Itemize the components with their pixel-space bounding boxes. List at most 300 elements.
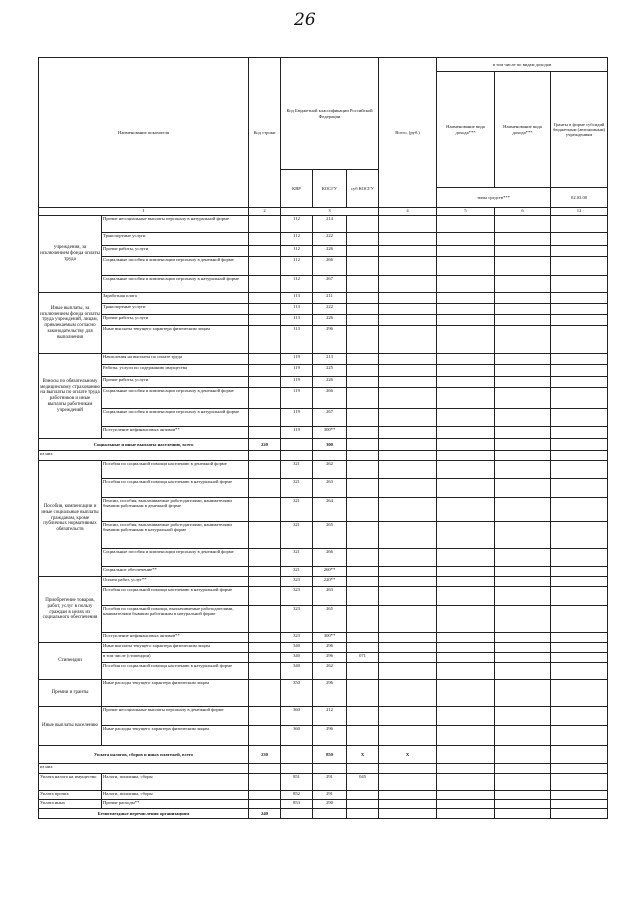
subtotal-code: 230: [249, 746, 281, 764]
subtotal-label: Уплата налогов, сборов и иных платежей, всего: [39, 746, 249, 764]
empty-cell: [437, 707, 495, 726]
table-row: [39, 377, 608, 388]
empty-cell: [313, 809, 347, 819]
subkosgu-code: [347, 409, 379, 427]
empty-cell: [379, 439, 437, 451]
kosgu-code: 225: [313, 365, 347, 377]
kosgu-code: 226: [313, 377, 347, 388]
table-row: [39, 208, 608, 216]
empty-cell: [379, 326, 437, 354]
colnum-4: 4: [379, 208, 437, 216]
empty-cell: [551, 633, 608, 643]
subkosgu-code: [347, 567, 379, 577]
subkosgu-code: [347, 377, 379, 388]
empty-cell: [379, 377, 437, 388]
empty-cell: [495, 567, 551, 577]
item-name: Пособия по социальной помощи населению в натуральной форме: [102, 479, 249, 498]
empty-cell: [551, 774, 608, 791]
item-name: Прочие работы, услуги: [102, 315, 249, 326]
empty-cell: [495, 293, 551, 304]
table-row: [39, 427, 608, 439]
subkosgu-code: [347, 257, 379, 276]
empty-cell: [437, 726, 495, 746]
kosgu-code: 213: [313, 354, 347, 365]
item-name: Социальное обеспечение**: [102, 567, 249, 577]
table-row: [39, 746, 608, 764]
empty-cell: [495, 304, 551, 315]
empty-cell: [437, 276, 495, 293]
empty-cell: [495, 653, 551, 663]
kvr-code: 119: [281, 388, 313, 409]
empty-cell: [437, 246, 495, 257]
empty-cell: [437, 377, 495, 388]
empty-cell: [551, 388, 608, 409]
empty-cell: [495, 680, 551, 707]
kvr-code: 113: [281, 326, 313, 354]
subkosgu-code: [347, 663, 379, 680]
empty-cell: [249, 498, 281, 522]
empty-cell: [379, 233, 437, 246]
empty-cell: [495, 764, 551, 774]
empty-cell: [495, 461, 551, 479]
item-name: Поступление нефинансовых активов**: [102, 427, 249, 439]
kosgu-code: 300**: [313, 633, 347, 643]
table-row: [39, 365, 608, 377]
table-row: [39, 216, 608, 233]
item-name: Работы, услуги по содержанию имущества: [102, 365, 249, 377]
item-name: Транспортные услуги: [102, 233, 249, 246]
kvr-code: 853: [281, 800, 313, 809]
table-row: [39, 567, 608, 577]
x-mark: X: [347, 746, 379, 764]
item-name: Пособия по социальной помощи населению в натуральной форме: [102, 663, 249, 680]
kvr-code: 323: [281, 606, 313, 633]
table-row: [39, 409, 608, 427]
subkosgu-code: [347, 315, 379, 326]
empty-cell: [249, 680, 281, 707]
empty-cell: [379, 293, 437, 304]
kvr-code: 340: [281, 653, 313, 663]
table-row: [39, 549, 608, 567]
empty-cell: [551, 663, 608, 680]
subkosgu-code: [347, 549, 379, 567]
subkosgu-code: [347, 233, 379, 246]
empty-cell: [379, 388, 437, 409]
kvr-code: 321: [281, 567, 313, 577]
subkosgu-code: [347, 498, 379, 522]
page-number: 26: [294, 10, 316, 30]
table-row: [39, 388, 608, 409]
header-kosgu: КОСГУ: [313, 170, 347, 208]
empty-cell: [313, 451, 347, 461]
kvr-code: 113: [281, 293, 313, 304]
empty-cell: [249, 427, 281, 439]
kvr-code: 119: [281, 365, 313, 377]
empty-cell: [495, 257, 551, 276]
kvr-code: 119: [281, 427, 313, 439]
empty-cell: [437, 764, 495, 774]
empty-cell: [437, 257, 495, 276]
empty-cell: [249, 567, 281, 577]
kosgu-code: 300: [313, 439, 347, 451]
table-row: [39, 633, 608, 643]
empty-cell: [379, 707, 437, 726]
kosgu-code: 263: [313, 479, 347, 498]
table-row: [39, 653, 608, 663]
x-mark: X: [379, 746, 437, 764]
subkosgu-code: [347, 304, 379, 315]
empty-cell: [495, 800, 551, 809]
empty-cell: [495, 577, 551, 587]
empty-cell: [551, 707, 608, 726]
empty-cell: [249, 707, 281, 726]
header-by-income-type: в том числе по видам доходов: [437, 58, 608, 72]
empty-cell: [437, 680, 495, 707]
empty-cell: [437, 774, 495, 791]
empty-cell: [379, 633, 437, 643]
empty-cell: [495, 746, 551, 764]
header-income-type-2: Наименование вида дохода***: [495, 72, 551, 188]
empty-cell: [379, 809, 437, 819]
table-row: [39, 680, 608, 707]
table-row: [39, 774, 608, 791]
empty-cell: [551, 653, 608, 663]
empty-cell: [495, 276, 551, 293]
colnum-3: 3: [281, 208, 379, 216]
section-label: из них: [39, 764, 249, 774]
empty-cell: [551, 257, 608, 276]
empty-cell: [281, 746, 313, 764]
empty-cell: [379, 451, 437, 461]
kvr-code: 119: [281, 409, 313, 427]
empty-cell: [437, 653, 495, 663]
kosgu-code: 214: [313, 216, 347, 233]
empty-cell: [437, 746, 495, 764]
table-row: [39, 800, 608, 809]
kosgu-code: 264: [313, 498, 347, 522]
empty-cell: [495, 774, 551, 791]
item-name: Пособия по социальной помощи населению в натуральной форме: [102, 587, 249, 606]
empty-cell: [495, 498, 551, 522]
empty-cell: [437, 304, 495, 315]
empty-cell: [437, 800, 495, 809]
empty-cell: [437, 216, 495, 233]
empty-cell: [551, 354, 608, 365]
table-row: [39, 577, 608, 587]
group-label: учреждения, за исключением фонда оплаты труда: [39, 216, 102, 293]
kosgu-code: 290: [313, 800, 347, 809]
item-name: Налоги, пошлины, сборы: [102, 791, 249, 800]
header-income-type-1: Наименование вида дохода***: [437, 72, 495, 188]
empty-cell: [249, 791, 281, 800]
empty-cell: [551, 377, 608, 388]
empty-cell: [281, 451, 313, 461]
subkosgu-code: [347, 427, 379, 439]
empty-cell: [249, 293, 281, 304]
empty-cell: [495, 216, 551, 233]
empty-cell: [379, 653, 437, 663]
header-grants: Гранты в форме субсидий бюджетным (автономным) учреждениям: [551, 72, 608, 188]
empty-cell: [551, 809, 608, 819]
table-row: [39, 439, 608, 451]
empty-cell: [551, 233, 608, 246]
empty-cell: [437, 643, 495, 653]
subtotal-code: 240: [249, 809, 281, 819]
kvr-code: 321: [281, 461, 313, 479]
kosgu-code: 226: [313, 246, 347, 257]
item-name: Пенсии, пособия, выплачиваемые работодателями, нанимателями бывшим работникам в денежной форме: [102, 498, 249, 522]
subkosgu-code: [347, 354, 379, 365]
subkosgu-code: [347, 326, 379, 354]
empty-cell: [379, 498, 437, 522]
subkosgu-code: [347, 461, 379, 479]
kvr-code: 323: [281, 577, 313, 587]
empty-cell: [249, 643, 281, 653]
item-name: Поступление нефинансовых активов**: [102, 633, 249, 643]
item-name: Иные расходы текущего характера физическим лицам: [102, 680, 249, 707]
table-row: [39, 354, 608, 365]
table-row: [39, 461, 608, 479]
group-label: Пособия, компенсации и иные социальные выплаты гражданам, кроме публичных нормативных обязательств: [39, 461, 102, 577]
empty-cell: [249, 633, 281, 643]
kvr-code: 323: [281, 633, 313, 643]
empty-cell: [437, 451, 495, 461]
empty-cell: [347, 451, 379, 461]
empty-cell: [249, 257, 281, 276]
item-name: Налоги, пошлины, сборы: [102, 774, 249, 791]
item-name: Прочие работы, услуги: [102, 246, 249, 257]
empty-cell: [379, 246, 437, 257]
financial-plan-table: [38, 57, 608, 819]
empty-cell: [495, 522, 551, 549]
empty-cell: [551, 427, 608, 439]
empty-cell: [249, 726, 281, 746]
item-name: Социальные пособия и компенсации персоналу в натуральной форме: [102, 276, 249, 293]
group-label: Взносы по обязательному медицинскому страхованию на выплаты по оплате труда работников и иные выплаты работникам учреждений: [39, 354, 102, 439]
empty-cell: [379, 257, 437, 276]
empty-cell: [551, 522, 608, 549]
subkosgu-code: [347, 587, 379, 606]
empty-cell: [437, 809, 495, 819]
header-subkosgu: суб КОСГУ: [347, 170, 379, 208]
empty-cell: [249, 326, 281, 354]
kosgu-code: 266: [313, 549, 347, 567]
subkosgu-code: [347, 216, 379, 233]
kosgu-code: 265: [313, 606, 347, 633]
table-row: [39, 276, 608, 293]
kosgu-code: 212: [313, 707, 347, 726]
kvr-code: 113: [281, 315, 313, 326]
kvr-code: 113: [281, 304, 313, 315]
empty-cell: [551, 606, 608, 633]
empty-cell: [551, 577, 608, 587]
empty-cell: [379, 663, 437, 680]
empty-cell: [495, 365, 551, 377]
item-name: Оплата работ, услуг**: [102, 577, 249, 587]
kosgu-code: 263: [313, 587, 347, 606]
header-budget-code: Код Бюджетной классификации Российской Федерации: [281, 58, 379, 170]
kvr-code: 112: [281, 233, 313, 246]
empty-cell: [437, 315, 495, 326]
empty-cell: [379, 304, 437, 315]
kvr-code: 112: [281, 257, 313, 276]
empty-cell: [249, 233, 281, 246]
kvr-code: 851: [281, 774, 313, 791]
empty-cell: [379, 427, 437, 439]
empty-cell: [551, 567, 608, 577]
empty-cell: [551, 680, 608, 707]
empty-cell: [495, 726, 551, 746]
item-name: Социальные пособия и компенсации персоналу в денежной форме: [102, 549, 249, 567]
empty-cell: [551, 498, 608, 522]
subtotal-label: Социальные и иные выплаты населению, всего: [39, 439, 249, 451]
subkosgu-code: [347, 633, 379, 643]
empty-cell: [495, 663, 551, 680]
colnum-1: 1: [39, 208, 249, 216]
empty-cell: [379, 479, 437, 498]
empty-cell: [379, 315, 437, 326]
table-row: [39, 304, 608, 315]
empty-cell: [249, 774, 281, 791]
empty-cell: [495, 791, 551, 800]
kosgu-code: 296: [313, 326, 347, 354]
empty-cell: [379, 643, 437, 653]
empty-cell: [495, 439, 551, 451]
empty-cell: [249, 479, 281, 498]
empty-cell: [249, 409, 281, 427]
item-name: Заработная плата: [102, 293, 249, 304]
subkosgu-code: [347, 246, 379, 257]
empty-cell: [437, 409, 495, 427]
group-label: Уплата иных: [39, 800, 102, 809]
empty-cell: [495, 707, 551, 726]
subkosgu-code: [347, 606, 379, 633]
item-name: Иные расходы текущего характера физическим лицам: [102, 726, 249, 746]
subkosgu-code: [347, 479, 379, 498]
subkosgu-code: [347, 680, 379, 707]
kvr-code: 112: [281, 216, 313, 233]
empty-cell: [495, 388, 551, 409]
kvr-code: 340: [281, 643, 313, 653]
kvr-code: 852: [281, 791, 313, 800]
empty-cell: [495, 606, 551, 633]
empty-cell: [249, 304, 281, 315]
empty-cell: [551, 439, 608, 451]
empty-cell: [551, 293, 608, 304]
empty-cell: [495, 587, 551, 606]
empty-cell: [495, 409, 551, 427]
kvr-code: 323: [281, 587, 313, 606]
empty-cell: [379, 800, 437, 809]
empty-cell: [379, 522, 437, 549]
kosgu-code: 260**: [313, 567, 347, 577]
empty-cell: [495, 233, 551, 246]
empty-cell: [437, 498, 495, 522]
empty-cell: [249, 354, 281, 365]
table-row: [39, 522, 608, 549]
subkosgu-code: [347, 791, 379, 800]
kvr-code: 119: [281, 354, 313, 365]
empty-cell: [437, 791, 495, 800]
empty-cell: [437, 326, 495, 354]
item-name: Иные выплаты текущего характера физическим лицам: [102, 326, 249, 354]
empty-cell: [281, 764, 313, 774]
subkosgu-code: [347, 293, 379, 304]
empty-cell: [495, 633, 551, 643]
empty-cell: [551, 549, 608, 567]
kvr-code: 321: [281, 522, 313, 549]
empty-cell: [281, 809, 313, 819]
empty-cell: [313, 764, 347, 774]
empty-cell: [249, 451, 281, 461]
subkosgu-code: 045: [347, 774, 379, 791]
empty-cell: [379, 567, 437, 577]
empty-cell: [379, 354, 437, 365]
empty-cell: [249, 377, 281, 388]
empty-cell: [379, 549, 437, 567]
empty-cell: [437, 479, 495, 498]
empty-cell: [249, 800, 281, 809]
table-row: [39, 643, 608, 653]
empty-cell: [379, 461, 437, 479]
empty-cell: [495, 354, 551, 365]
empty-cell: [437, 606, 495, 633]
kosgu-code: 266: [313, 388, 347, 409]
empty-cell: [437, 549, 495, 567]
table-row: [39, 498, 608, 522]
subkosgu-code: [347, 276, 379, 293]
header-row-code: Код строки: [249, 58, 281, 208]
empty-cell: [495, 809, 551, 819]
kvr-code: 112: [281, 276, 313, 293]
item-name: Пособия по социальной помощи населению в денежной форме: [102, 461, 249, 479]
empty-cell: [551, 304, 608, 315]
empty-cell: [495, 643, 551, 653]
table-row: [39, 726, 608, 746]
group-label: Иные выплаты, за исключением фонда оплаты труда учреждений, лицам, привлекаемым согласно законодательству для выполнения: [39, 293, 102, 354]
subkosgu-code: [347, 577, 379, 587]
table-row: [39, 707, 608, 726]
empty-cell: [437, 365, 495, 377]
empty-cell: [249, 388, 281, 409]
item-name: Прочие несоциальные выплаты персоналу в денежной форме: [102, 707, 249, 726]
empty-cell: [495, 377, 551, 388]
empty-cell: [437, 354, 495, 365]
kosgu-code: 300**: [313, 427, 347, 439]
kosgu-code: 262: [313, 461, 347, 479]
empty-cell: [551, 726, 608, 746]
empty-cell: [551, 326, 608, 354]
empty-cell: [437, 587, 495, 606]
empty-cell: [437, 577, 495, 587]
subkosgu-code: 071: [347, 653, 379, 663]
kosgu-code: 296: [313, 680, 347, 707]
subkosgu-code: [347, 643, 379, 653]
kosgu-code: 267: [313, 409, 347, 427]
empty-cell: [495, 326, 551, 354]
empty-cell: [551, 479, 608, 498]
table-row: [39, 315, 608, 326]
kosgu-code: 291: [313, 791, 347, 800]
empty-cell: [495, 427, 551, 439]
table-row: [39, 809, 608, 819]
empty-cell: [551, 409, 608, 427]
empty-cell: [249, 216, 281, 233]
table-row: [39, 257, 608, 276]
item-name: Транспортные услуги: [102, 304, 249, 315]
table-row: [39, 587, 608, 606]
empty-cell: [249, 587, 281, 606]
